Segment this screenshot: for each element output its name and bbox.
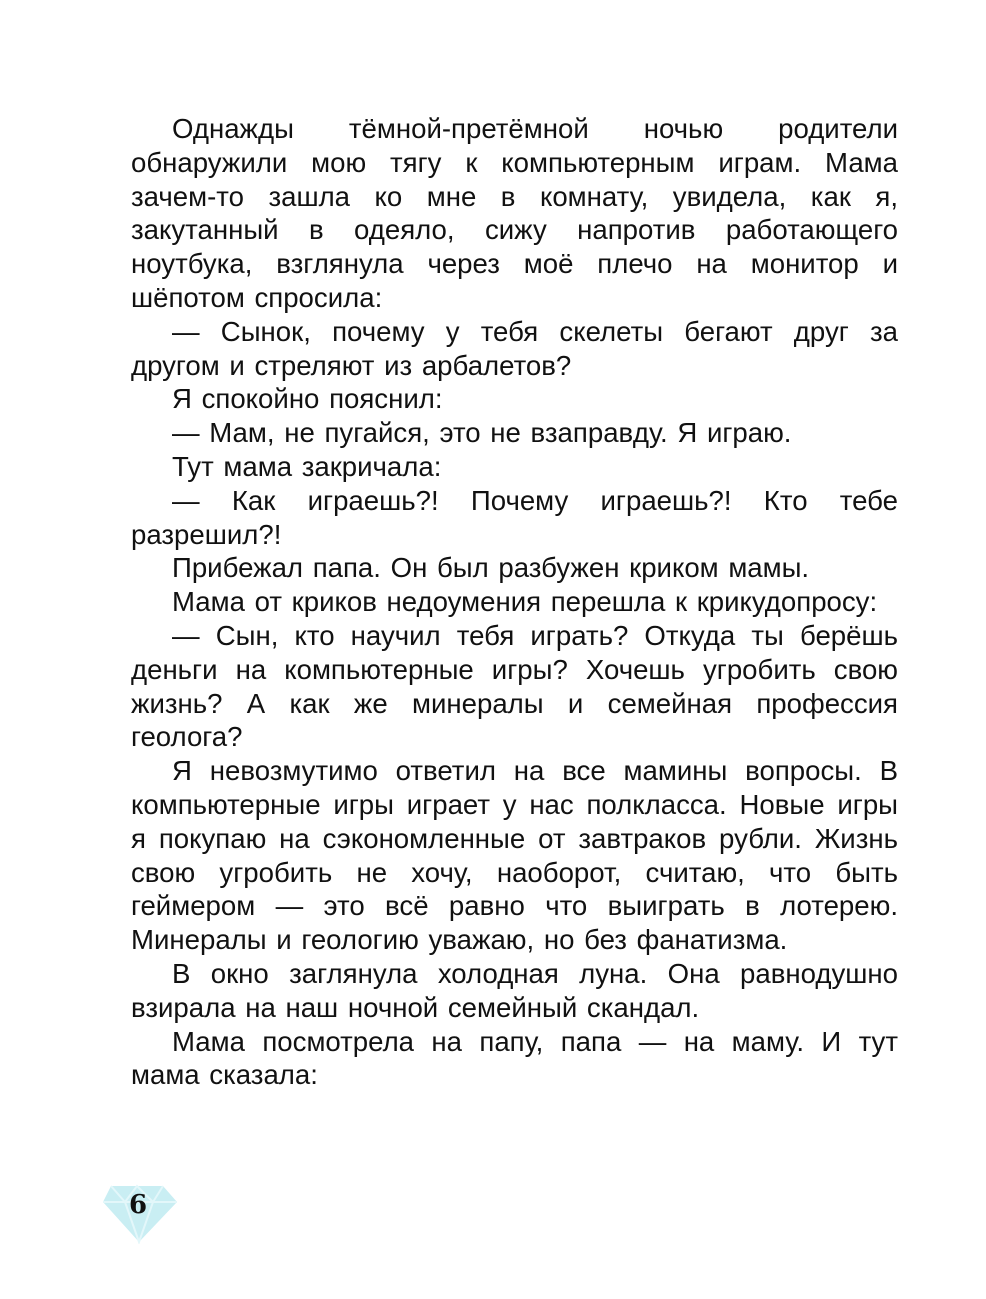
paragraph: Я спокойно пояснил: <box>172 383 443 415</box>
paragraph: — Сын, кто научил тебя играть? Откуда ты берёшь деньги на компьютерные игры? Хочешь угробить свою жизнь? А как же минералы и семейная профессия геолога? <box>131 619 898 753</box>
paragraph: В окно заглянула холодная луна. Она равнодушно взирала на наш ночной семейный скандал. <box>131 957 898 1023</box>
page-number-badge <box>101 1180 179 1244</box>
paragraph: — Как играешь?! Почему играешь?! Кто тебе разрешил?! <box>131 484 898 550</box>
paragraph: — Мам, не пугайся, это не взаправду. Я играю. <box>172 417 792 449</box>
paragraph: — Сынок, почему у тебя скелеты бегают друг за другом и стреляют из арбалетов? <box>131 315 898 381</box>
paragraph: Однажды тёмной-претёмной ночью родители обнаружили мою тягу к компьютерным играм. Мама зачем-то зашла ко мне в комнату, увидела, как я, закутанный в одеяло, сижу напротив работающего ноутбука, взглянула через моё плечо на монитор и шёпотом спросила: <box>131 113 898 313</box>
page-number: 6 <box>128 1190 148 1220</box>
paragraph: Я невозмутимо ответил на все мамины вопросы. В компьютерные игры играет у нас полкласса. Новые игры я покупаю на сэкономленные от завтраков рубли. Жизнь свою угробить не хочу, наоборот, считаю, что быть геймером — это всё равно что выиграть в лотерею. Минералы и геологию уважаю, но без фанатизма. <box>131 755 898 956</box>
paragraph: Прибежал папа. Он был разбужен криком мамы. <box>172 552 810 584</box>
paragraph: Тут мама закричала: <box>172 450 442 482</box>
paragraph: Мама от криков недоумения перешла к крикудопросу: <box>172 586 878 618</box>
paragraph: Мама посмотрела на папу, папа — на маму. И тут мама сказала: <box>131 1025 898 1091</box>
story-text <box>131 112 898 1092</box>
